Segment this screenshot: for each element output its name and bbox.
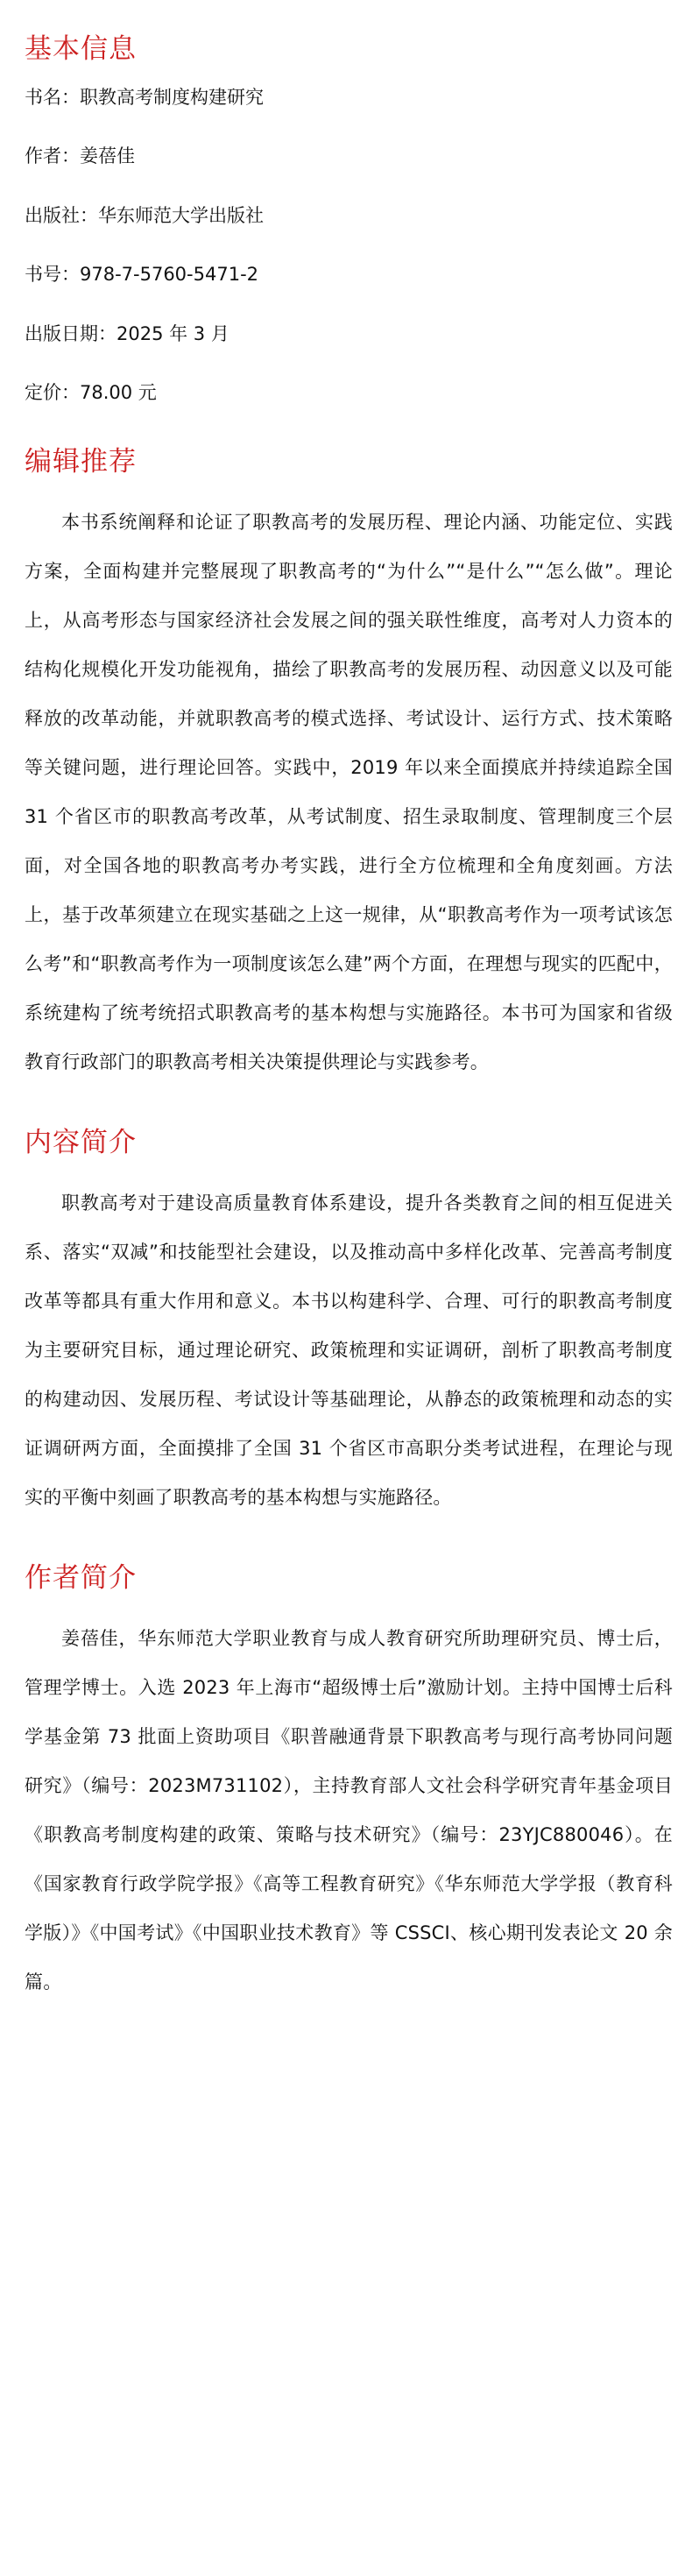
content-summary-section — [25, 1120, 692, 1522]
isbn-line: 书号：978-7-5760-5471-2 — [25, 264, 259, 286]
book-title-line: 书名：职教高考制度构建研究 — [25, 87, 264, 108]
author-bio-section — [25, 1555, 692, 2006]
basic-info-section — [25, 26, 692, 406]
editor-recommendation-section — [25, 439, 692, 1086]
editor-recommendation-text: 本书系统阐释和论证了职教高考的发展历程、理论内涵、功能定位、实践方案，全面构建并完整展现了职教高考的“为什么”“是什么”“怎么做”。理论上，从高考形态与国家经济社会发展之间的强关联性维度，高考对人力资本的结构化规模化开发功能视角，描绘了职教高考的发展历程、动因意义以及可能释放的改革动能，并就职教高考的模式选择、考试设计、运行方式、技术策略等关键问题，进行理论回答。实践中，2019 年以来全面摸底并持续追踪全国 31 个省区市的职教高考改革，从考试制度、招生录取制度、管理制度三个层面，对全国各地的职教高考办考实践，进行全方位梳理和全角度刻画。方法上，基于改革须建立在现实基础之上这一规律，从“职教高考作为一项考试该怎么考”和“职教高考作为一项制度该怎么建”两个方面，在理想与现实的匹配中，系统建构了统考统招式职教高考的基本构想与实施路径。本书可为国家和省级教育行政部门的职教高考相关决策提供理论与实践参考。 — [25, 512, 673, 1073]
price-line: 定价：78.00 元 — [25, 381, 157, 403]
publish-date-line: 出版日期：2025 年 3 月 — [25, 322, 229, 344]
author-line: 作者：姜蓓佳 — [25, 145, 135, 167]
basic-info-title: 基本信息 — [25, 33, 137, 65]
author-bio-title: 作者简介 — [25, 1562, 137, 1595]
author-bio-text: 姜蓓佳，华东师范大学职业教育与成人教育研究所助理研究员、博士后，管理学博士。入选 2023 年上海市“超级博士后”激励计划。主持中国博士后科学基金第 73 批面上资助项目《职普融通背景下职教高考与现行高考协同问题研究》（编号：2023M731102），主持教育部人文社会科学研究青年基金项目 《职教高考制度构建的政策、策略与技术研究》（编号：23YJC880046）。在《国家教育行政学院学报》《高等工程教育研究》《华东师范大学学报（教育科学版）》《中国考试》《中国职业技术教育》等 CSSCI、核心期刊发表论文 20 余篇。 — [25, 1628, 673, 1993]
content-summary-title: 内容简介 — [25, 1127, 137, 1159]
publisher-line: 出版社：华东师范大学出版社 — [25, 204, 264, 226]
content-summary-text: 职教高考对于建设高质量教育体系建设，提升各类教育之间的相互促进关系、落实“双减”和技能型社会建设，以及推动高中多样化改革、完善高考制度改革等都具有重大作用和意义。本书以构建科学、合理、可行的职教高考制度为主要研究目标，通过理论研究、政策梳理和实证调研，剖析了职教高考制度的构建动因、发展历程、考试设计等基础理论，从静态的政策梳理和动态的实证调研两方面，全面摸排了全国 31 个省区市高职分类考试进程，在理论与现实的平衡中刻画了职教高考的基本构想与实施路径。 — [25, 1192, 673, 1509]
editor-recommendation-title: 编辑推荐 — [25, 446, 137, 478]
